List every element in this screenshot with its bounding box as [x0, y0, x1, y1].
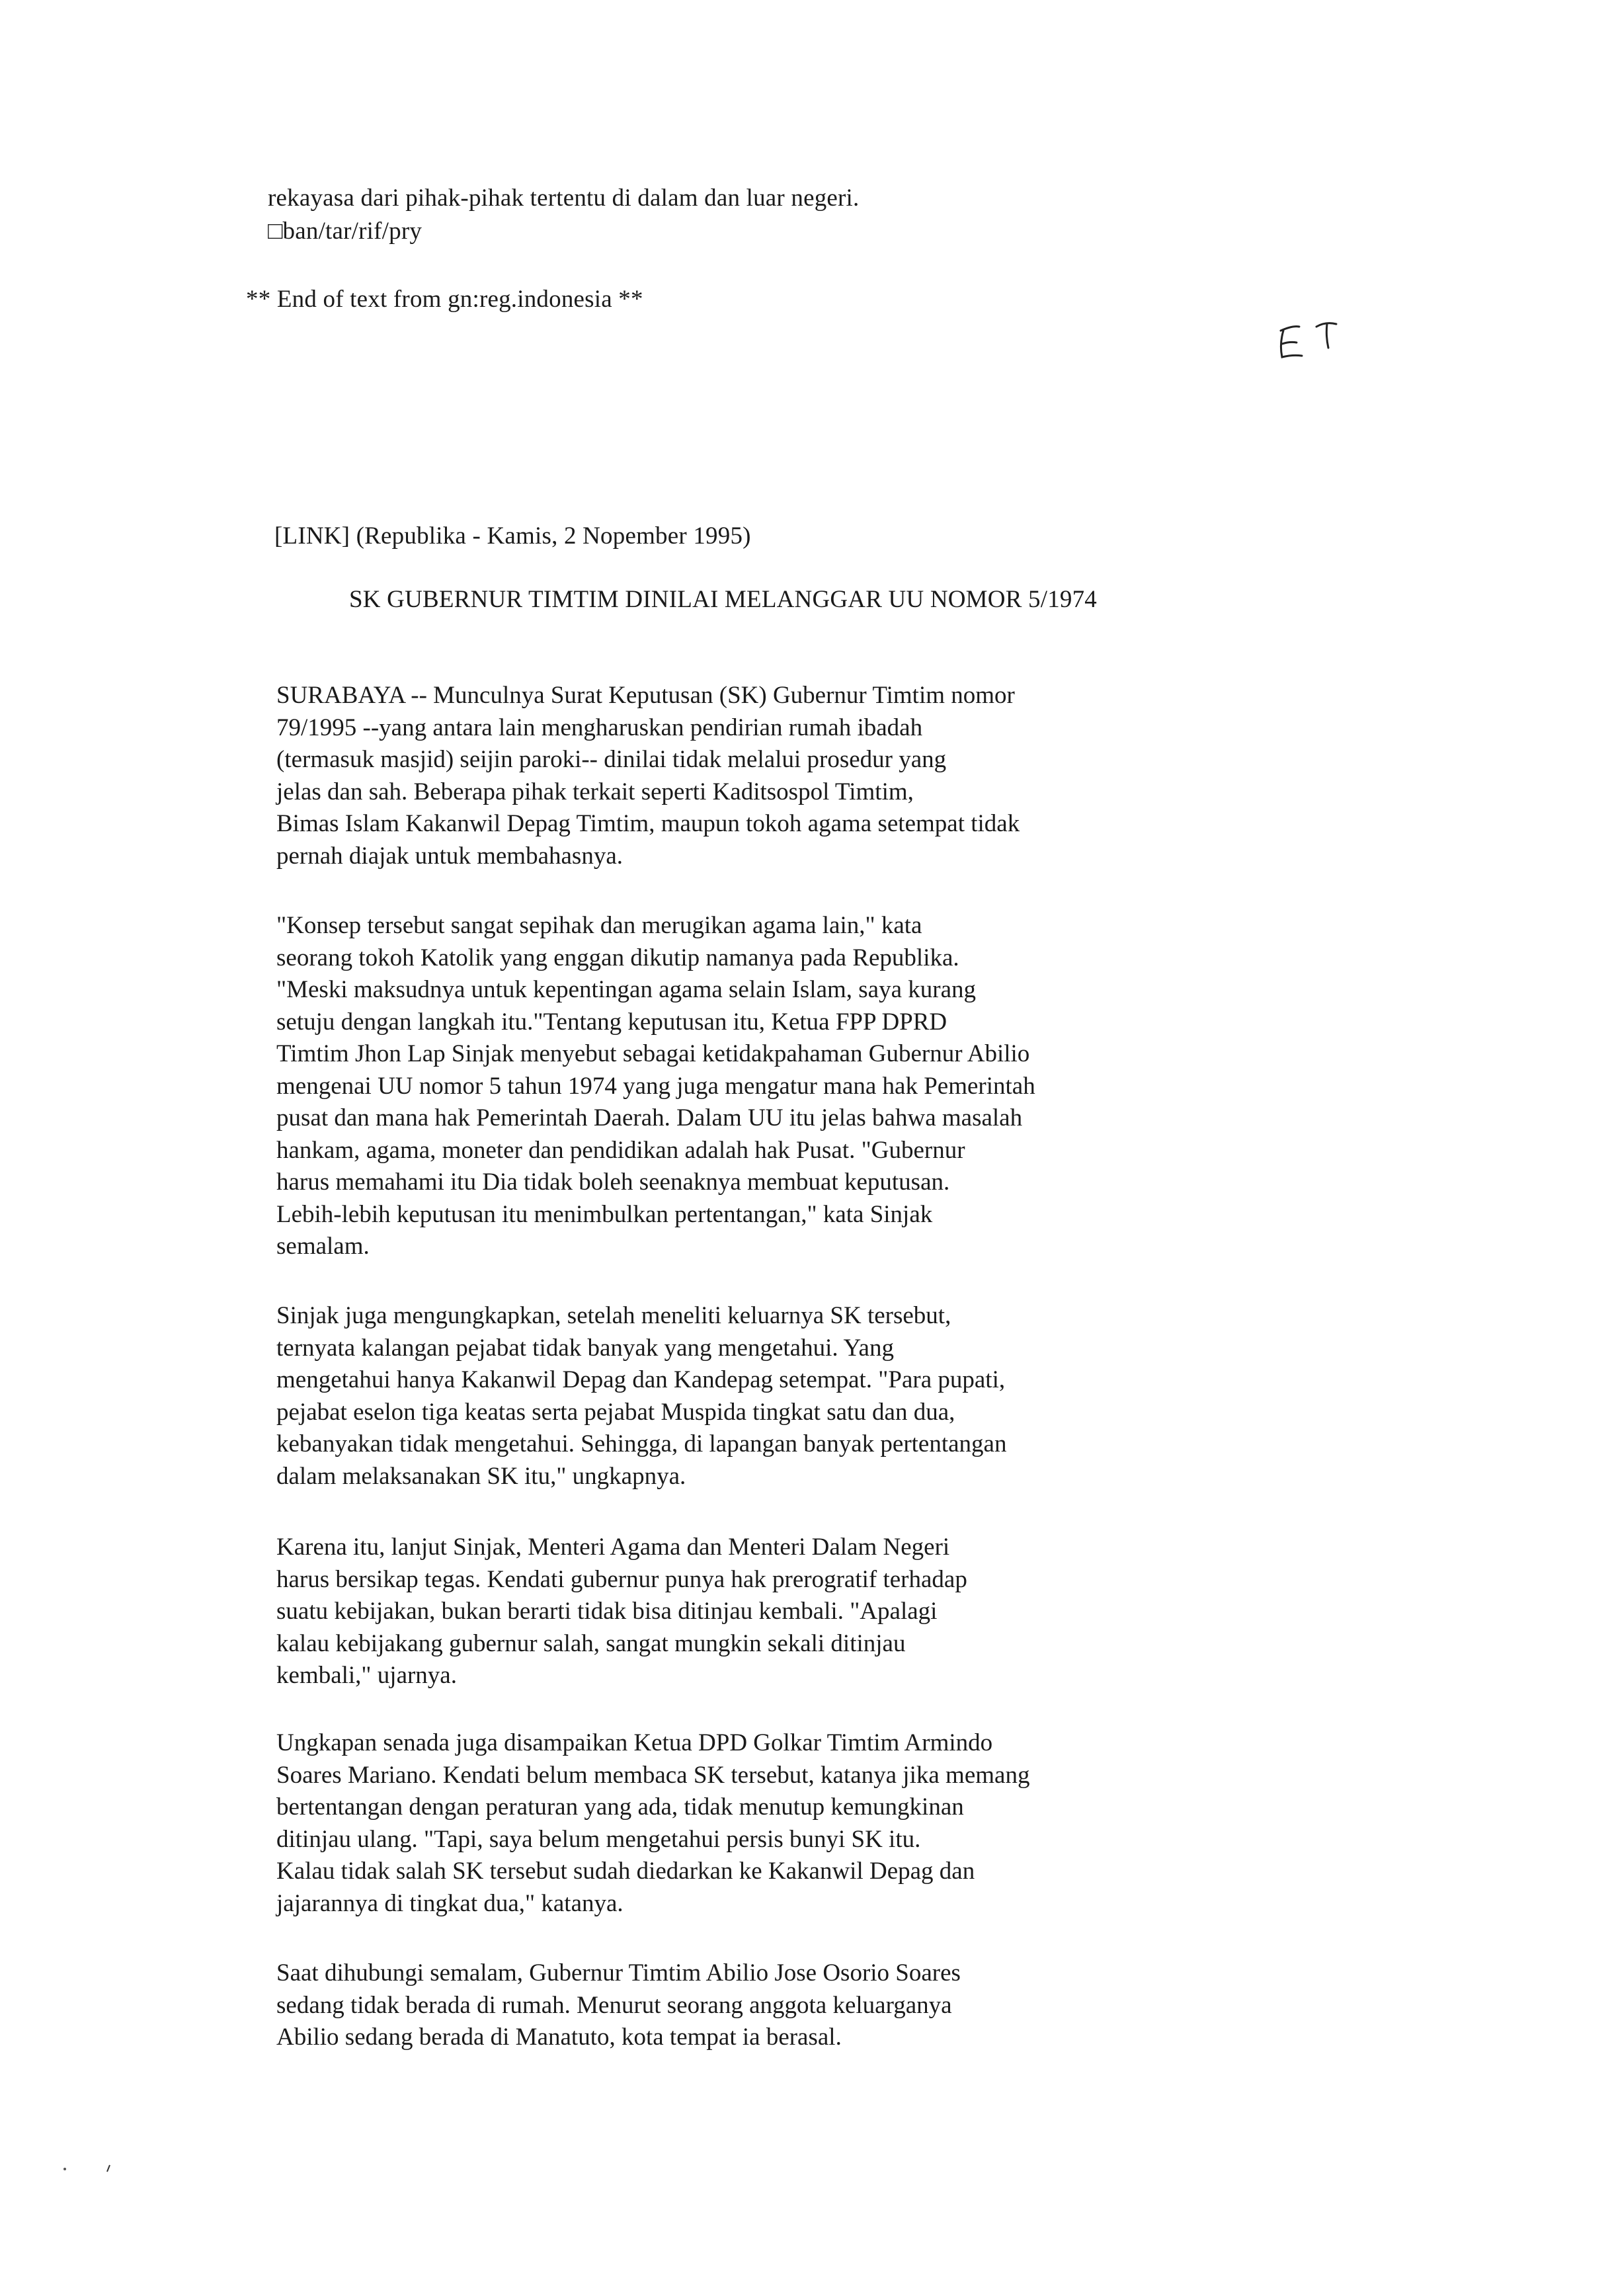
paragraph-line: mengenai UU nomor 5 tahun 1974 yang juga mengatur mana hak Pemerintah [276, 1072, 1035, 1100]
paragraph-line: dalam melaksanakan SK itu," ungkapnya. [276, 1462, 686, 1490]
paragraph-line: semalam. [276, 1233, 370, 1260]
paragraph-line: kembali," ujarnya. [276, 1662, 457, 1689]
scan-speck-icon [60, 2161, 119, 2174]
paragraph-line: Karena itu, lanjut Sinjak, Menteri Agama dan Menteri Dalam Negeri [276, 1534, 950, 1561]
paragraph-line: (termasuk masjid) seijin paroki-- dinilai tidak melalui prosedur yang [276, 746, 947, 773]
paragraph-line: Bimas Islam Kakanwil Depag Timtim, maupun tokoh agama setempat tidak [276, 810, 1020, 837]
paragraph-line: pusat dan mana hak Pemerintah Daerah. Dalam UU itu jelas bahwa masalah [276, 1104, 1023, 1131]
article-paragraph-3 [276, 1300, 1202, 1493]
paragraph-line: Abilio sedang berada di Manatuto, kota tempat ia berasal. [276, 2024, 842, 2051]
paragraph-line: ditinjau ulang. "Tapi, saya belum mengetahui persis bunyi SK itu. [276, 1825, 921, 1853]
paragraph-line: 79/1995 --yang antara lain mengharuskan pendirian rumah ibadah [276, 714, 923, 741]
paragraph-line: pernah diajak untuk membahasnya. [276, 842, 623, 870]
paragraph-line: jajarannya di tingkat dua," katanya. [276, 1889, 623, 1917]
paragraph-line: jelas dan sah. Beberapa pihak terkait seperti Kaditsospol Timtim, [276, 778, 914, 805]
handwritten-mark-icon [1273, 316, 1346, 369]
previous-article-byline: □ban/tar/rif/pry [268, 218, 422, 245]
paragraph-line: Soares Mariano. Kendati belum membaca SK tersebut, katanya jika memang [276, 1761, 1030, 1789]
paragraph-line: suatu kebijakan, bukan berarti tidak bisa ditinjau kembali. "Apalagi [276, 1598, 938, 1625]
article-paragraph-6 [276, 1957, 1202, 2054]
paragraph-line: Sinjak juga mengungkapkan, setelah meneliti keluarnya SK tersebut, [276, 1302, 951, 1329]
paragraph-line: bertentangan dengan peraturan yang ada, tidak menutup kemungkinan [276, 1793, 964, 1821]
paragraph-line: harus memahami itu Dia tidak boleh seenaknya membuat keputusan. [276, 1168, 950, 1196]
paragraph-line: Ungkapan senada juga disampaikan Ketua DPD Golkar Timtim Armindo [276, 1729, 993, 1756]
article-source-line: [LINK] (Republika - Kamis, 2 Nopember 1995) [274, 522, 751, 550]
paragraph-line: SURABAYA -- Munculnya Surat Keputusan (SK) Gubernur Timtim nomor [276, 682, 1015, 709]
paragraph-line: seorang tokoh Katolik yang enggan dikutip namanya pada Republika. [276, 944, 959, 971]
paragraph-line: "Meski maksudnya untuk kepentingan agama selain Islam, saya kurang [276, 976, 977, 1003]
paragraph-line: kalau kebijakang gubernur salah, sangat mungkin sekali ditinjau [276, 1629, 906, 1657]
paragraph-line: Kalau tidak salah SK tersebut sudah diedarkan ke Kakanwil Depag dan [276, 1858, 975, 1885]
article-paragraph-1 [276, 680, 1202, 872]
paragraph-line: Timtim Jhon Lap Sinjak menyebut sebagai ketidakpahaman Gubernur Abilio [276, 1040, 1030, 1067]
paragraph-line: Saat dihubungi semalam, Gubernur Timtim Abilio Jose Osorio Soares [276, 1959, 961, 1987]
article-paragraph-5 [276, 1727, 1202, 1920]
paragraph-line: kebanyakan tidak mengetahui. Sehingga, di lapangan banyak pertentangan [276, 1430, 1007, 1457]
paragraph-line: setuju dengan langkah itu."Tentang keputusan itu, Ketua FPP DPRD [276, 1008, 947, 1036]
paragraph-line: Lebih-lebih keputusan itu menimbulkan pertentangan," kata Sinjak [276, 1200, 933, 1228]
paragraph-line: sedang tidak berada di rumah. Menurut seorang anggota keluarganya [276, 1991, 952, 2019]
previous-article-tail: rekayasa dari pihak-pihak tertentu di dalam dan luar negeri. [268, 184, 860, 212]
article-paragraph-4 [276, 1532, 1202, 1692]
paragraph-line: "Konsep tersebut sangat sepihak dan merugikan agama lain," kata [276, 912, 922, 939]
paragraph-line: harus bersikap tegas. Kendati gubernur punya hak prerogratif terhadap [276, 1565, 967, 1593]
paragraph-line: pejabat eselon tiga keatas serta pejabat Muspida tingkat satu dan dua, [276, 1398, 955, 1426]
paragraph-line: hankam, agama, moneter dan pendidikan adalah hak Pusat. "Gubernur [276, 1136, 965, 1164]
end-of-text-marker: ** End of text from gn:reg.indonesia ** [246, 286, 643, 313]
paragraph-line: ternyata kalangan pejabat tidak banyak yang mengetahui. Yang [276, 1334, 894, 1362]
paragraph-line: mengetahui hanya Kakanwil Depag dan Kandepag setempat. "Para pupati, [276, 1366, 1006, 1393]
article-paragraph-2 [276, 910, 1202, 1263]
article-headline: SK GUBERNUR TIMTIM DINILAI MELANGGAR UU NOMOR 5/1974 [349, 586, 1098, 613]
